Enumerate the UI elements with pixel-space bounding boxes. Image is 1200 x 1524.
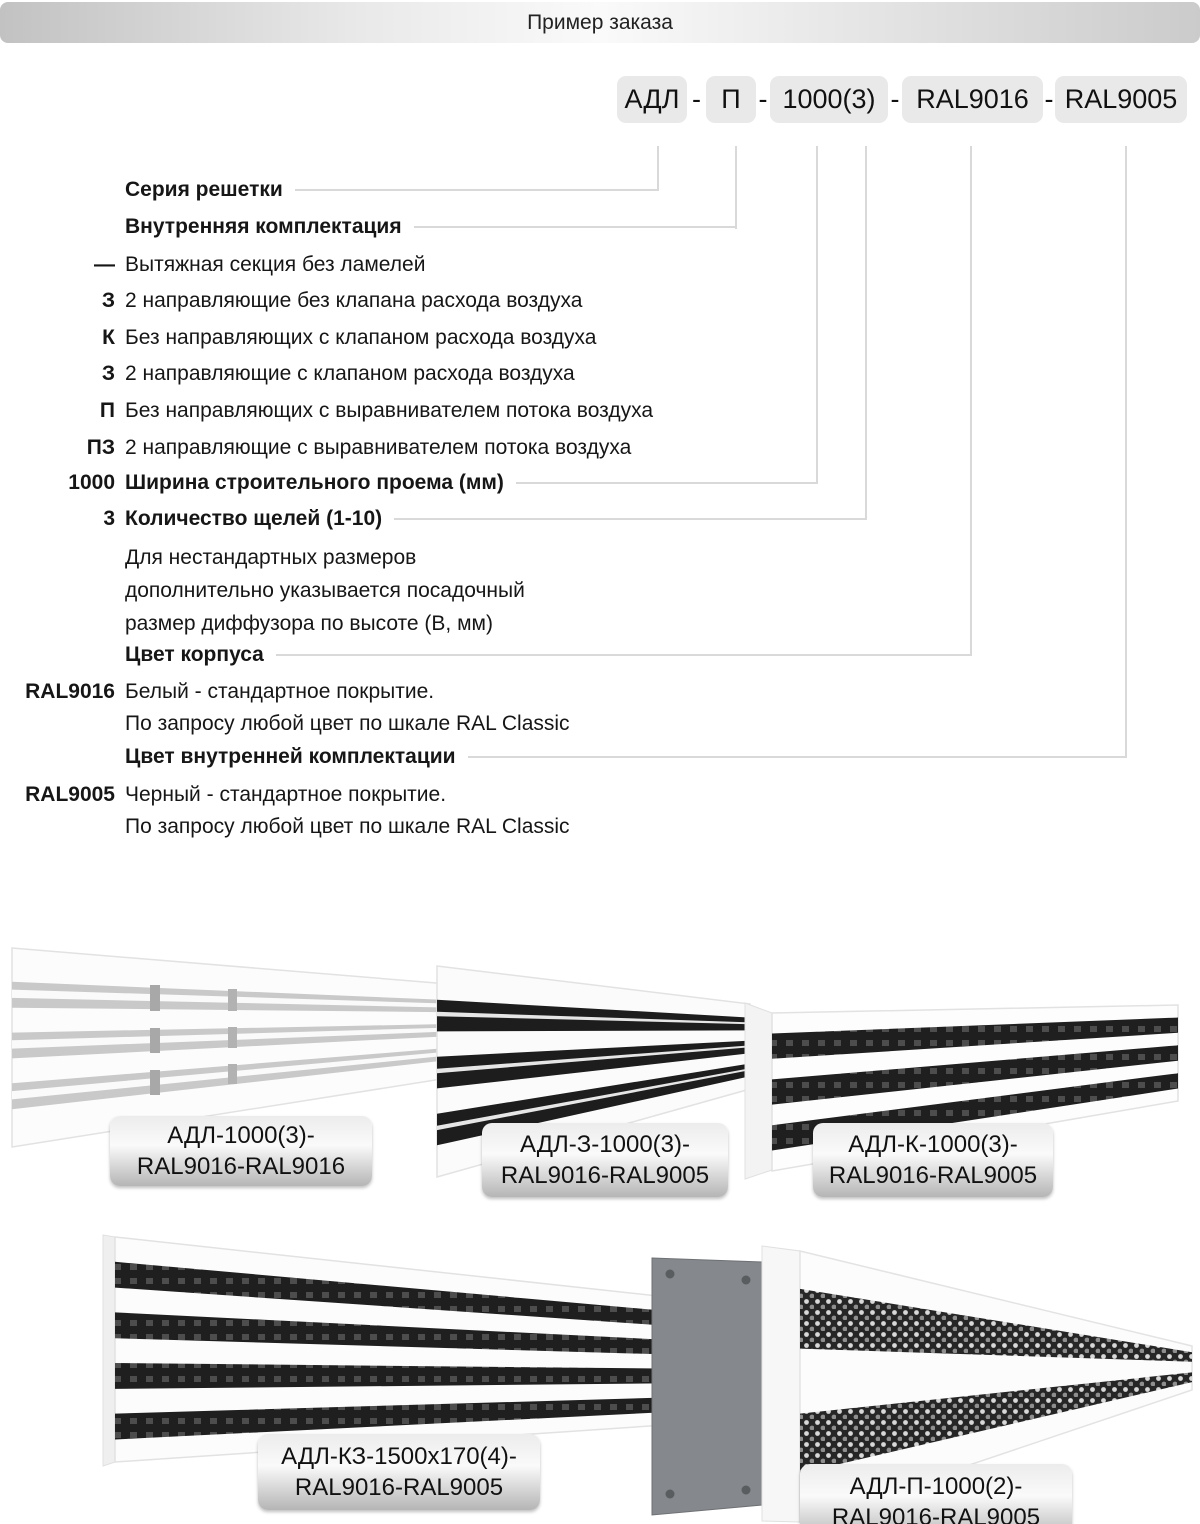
config-option-row	[0, 252, 425, 278]
product-name-line1: АДЛ-1000(3)-	[167, 1122, 315, 1149]
option-text: 2 направляющие с клапаном расхода воздуха	[125, 362, 575, 385]
option-key: П	[99, 399, 115, 422]
series-label: Серия решетки	[125, 178, 283, 201]
code-separator: -	[890, 84, 900, 114]
config-option-row	[0, 361, 575, 387]
legend-row-width	[0, 470, 818, 496]
width-connector	[516, 482, 818, 484]
product-label	[110, 1116, 372, 1186]
note-line: размер диффузора по высоте (В, мм)	[125, 612, 493, 635]
body-color-connector	[276, 654, 972, 656]
code-part-body-color: RAL9016	[902, 76, 1043, 123]
page-title: Пример заказа	[527, 10, 673, 34]
config-option-row	[0, 325, 597, 351]
product-name-line1: АДЛ-П-1000(2)-	[849, 1473, 1023, 1500]
option-key: З	[101, 289, 115, 312]
option-key: ПЗ	[86, 436, 115, 459]
option-text: Без направляющих с клапаном расхода воздуха	[125, 326, 597, 349]
connector-line-width	[816, 146, 818, 484]
body-color-key: RAL9016	[25, 680, 115, 703]
width-key: 1000	[68, 471, 115, 494]
option-key: З	[101, 362, 115, 385]
legend-row-body-color	[0, 642, 972, 668]
slots-label: Количество щелей (1-10)	[125, 507, 383, 530]
inner-color-text-2: По запросу любой цвет по шкале RAL Classic	[125, 815, 570, 838]
config-connector	[414, 226, 737, 228]
option-text: Вытяжная секция без ламелей	[125, 253, 426, 276]
inner-color-key: RAL9005	[25, 783, 115, 806]
inner-color-connector	[468, 756, 1127, 758]
product-label	[482, 1123, 728, 1197]
connector-line-body-color	[970, 146, 972, 656]
inner-color-label: Цвет внутренней комплектации	[125, 745, 456, 768]
note-line: Для нестандартных размеров	[125, 546, 417, 569]
code-separator: -	[1044, 84, 1054, 114]
code-separator: -	[692, 84, 701, 114]
option-text: Без направляющих с выравнивателем потока воздуха	[125, 399, 654, 422]
code-part-size: 1000(3)	[770, 76, 888, 123]
connector-line-inner-color	[1125, 146, 1127, 758]
body-color-value-row	[0, 679, 434, 705]
product-name-line2: RAL9016-RAL9016	[136, 1153, 346, 1180]
product-label	[813, 1123, 1053, 1197]
body-color-label: Цвет корпуса	[125, 643, 264, 666]
option-text: 2 направляющие с выравнивателем потока воздуха	[125, 436, 632, 459]
legend-row-config	[0, 214, 737, 240]
product-label	[800, 1464, 1072, 1524]
order-code-row	[617, 76, 1187, 123]
product-illustrations	[0, 930, 1200, 1524]
product-name-line2: RAL9016-RAL9005	[831, 1504, 1041, 1524]
code-separator: -	[758, 84, 768, 114]
legend-row-series	[0, 177, 659, 203]
product-name-line1: АДЛ-К-1000(3)-	[848, 1131, 1018, 1158]
product-name-line2: RAL9016-RAL9005	[294, 1474, 504, 1501]
body-color-text-2: По запросу любой цвет по шкале RAL Classic	[125, 712, 570, 735]
option-key: К	[102, 326, 115, 349]
code-part-series: АДЛ	[617, 76, 687, 123]
config-option-row	[0, 288, 582, 314]
legend-row-slots	[0, 506, 867, 532]
config-label: Внутренняя комплектация	[125, 215, 402, 238]
inner-color-value-row	[0, 782, 446, 808]
config-option-row	[0, 398, 653, 424]
body-color-text: Белый - стандартное покрытие.	[125, 680, 435, 703]
grille-image-adl-kz	[103, 1235, 695, 1466]
width-label: Ширина строительного проема (мм)	[125, 471, 504, 494]
page-header-bar	[0, 2, 1200, 43]
series-connector	[295, 189, 659, 191]
note-line: дополнительно указывается посадочный	[125, 579, 525, 602]
product-name-line1: АДЛ-З-1000(3)-	[519, 1131, 690, 1158]
custom-size-note	[125, 541, 525, 640]
product-name-line1: АДЛ-КЗ-1500х170(4)-	[281, 1443, 517, 1470]
option-text: 2 направляющие без клапана расхода воздуха	[125, 289, 583, 312]
option-key: —	[94, 253, 115, 276]
inner-color-text: Черный - стандартное покрытие.	[125, 783, 447, 806]
connector-line-slots	[865, 146, 867, 520]
config-option-row	[0, 435, 631, 461]
product-name-line2: RAL9016-RAL9005	[828, 1162, 1038, 1189]
legend-row-inner-color	[0, 744, 1127, 770]
product-label	[258, 1434, 540, 1510]
slots-key: 3	[103, 507, 115, 530]
code-part-config: П	[706, 76, 756, 123]
slots-connector	[394, 518, 867, 520]
code-part-inner-color: RAL9005	[1055, 76, 1187, 123]
product-name-line2: RAL9016-RAL9005	[500, 1162, 710, 1189]
